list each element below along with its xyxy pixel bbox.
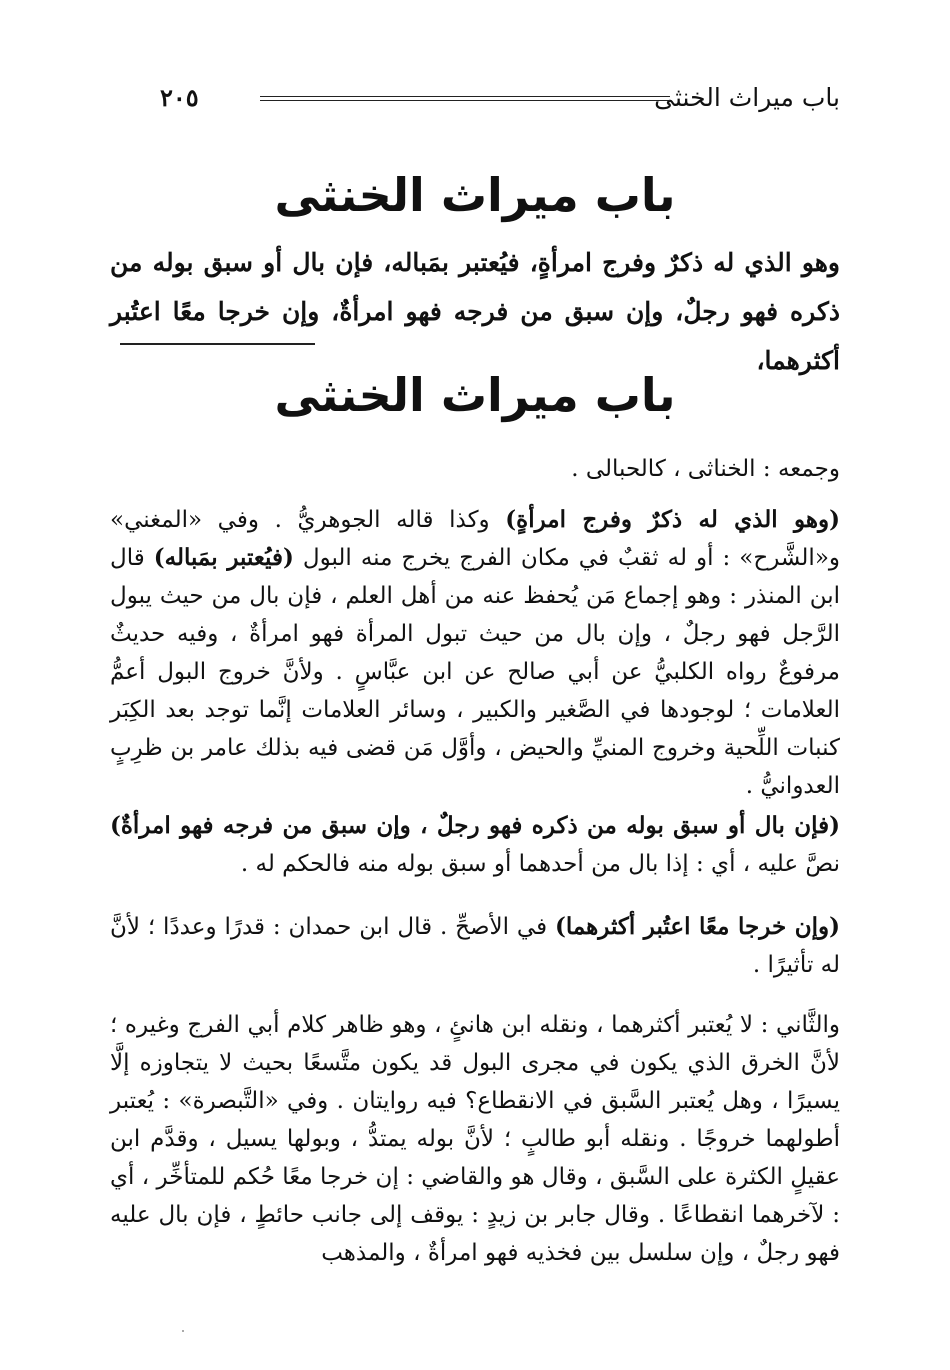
commentary-text: في الأصحِّ . قال ابن حمدان : قدرًا وعددًا ؛ لأنَّ له تأثيرًا . [110, 914, 840, 978]
commentary-text: وكذا قاله الجوهريُّ . وفي «المغني» و«الشَّرح» : أو له ثقبٌ في مكان الفرج يخرج منه البول [110, 507, 841, 571]
commentary-text: قال ابن المنذر : وهو إجماع مَن يُحفظ عنه من أهل العلم ، فإن بال من حيث يبول الرَّجل فهو رجلٌ ، وإن بال من حيث تبول المرأة فهو امرأةٌ ، وفيه حديثٌ مرفوعٌ رواه الكلبيُّ عن أبي صالح عن ابن عبَّاسٍ . ولأنَّ خروج البول أعمُّ العلامات ؛ لوجودها في الصَّغير والكبير ، وسائر العلامات إنَّما توجد بعد الكِبَر كنبات اللِّحية وخروج المنيِّ والحيض ، وأوَّل مَن قضى فيه بذلك عامر بن ظرِبٍ العدوانيُّ . [110, 545, 840, 799]
quoted-matn: (فإن بال أو سبق بوله من ذكره فهو رجلٌ ، وإن سبق من فرجه فهو امرأةٌ) [110, 812, 840, 839]
commentary-text: والثَّاني : لا يُعتبر أكثرهما ، ونقله ابن هانئٍ ، وهو ظاهر كلام أبي الفرج وغيره ؛ لأنَّ الخرق الذي يكون في مجرى البول قد يكون متَّسعًا بحيث لا يتجاوزه إلَّا يسيرًا ، وهل يُعتبر السَّبق في الانقطاع؟ فيه روايتان . وفي «التَّبصرة» : يُعتبر أطولهما خروجًا . ونقله أبو طالبٍ ؛ لأنَّ بوله يمتدُّ ، وبولها يسيل ، وقدَّم ابن عقيلٍ الكثرة على السَّبق ، وقال هو والقاضي : إن خرجا معًا حُكم للمتأخِّر ، أي : لآخرهما انقطاعًا . وقال جابر بن زيدٍ : يوقف إلى جانب حائطٍ ، فإن بال عليه فهو رجلٌ ، وإن سلسل بين فخذيه فهو امرأةٌ ، والمذهب [110, 1012, 840, 1266]
running-head [160, 78, 840, 118]
quoted-matn: (فيُعتبر بمَباله) [153, 544, 294, 571]
commentary-text: وجمعه : الخناثى ، كالحبالى . [571, 456, 840, 482]
page-number: ٢٠٥ [160, 83, 199, 112]
commentary-paragraph [110, 807, 840, 883]
commentary-paragraph [110, 1006, 840, 1272]
running-head-title: باب ميراث الخنثى [654, 83, 840, 112]
running-head-rule [260, 96, 670, 101]
commentary-paragraph [110, 908, 840, 984]
page-speck [182, 1330, 184, 1332]
quoted-matn: (وهو الذي له ذكرٌ وفرج امرأةٍ) [505, 506, 840, 533]
commentary-paragraph [110, 450, 840, 488]
separator-rule [120, 343, 315, 345]
matn-text: وهو الذي له ذكرٌ وفرج امرأةٍ، فيُعتبر بمَباله، فإن بال أو سبق بوله من ذكره فهو رجلٌ، وإن سبق من فرجه فهو امرأةٌ، وإن خرجا معًا اعتُبر أكثرهما، [110, 248, 840, 375]
chapter-title-matn: باب ميراث الخنثى [274, 168, 676, 222]
commentary-text: نصَّ عليه ، أي : إذا بال من أحدهما أو سبق بوله منه فالحكم له . [240, 851, 840, 877]
quoted-matn: (وإن خرجا معًا اعتُبر أكثرهما) [554, 913, 841, 940]
commentary-paragraph [110, 501, 840, 805]
chapter-title-commentary: باب ميراث الخنثى [274, 368, 676, 422]
